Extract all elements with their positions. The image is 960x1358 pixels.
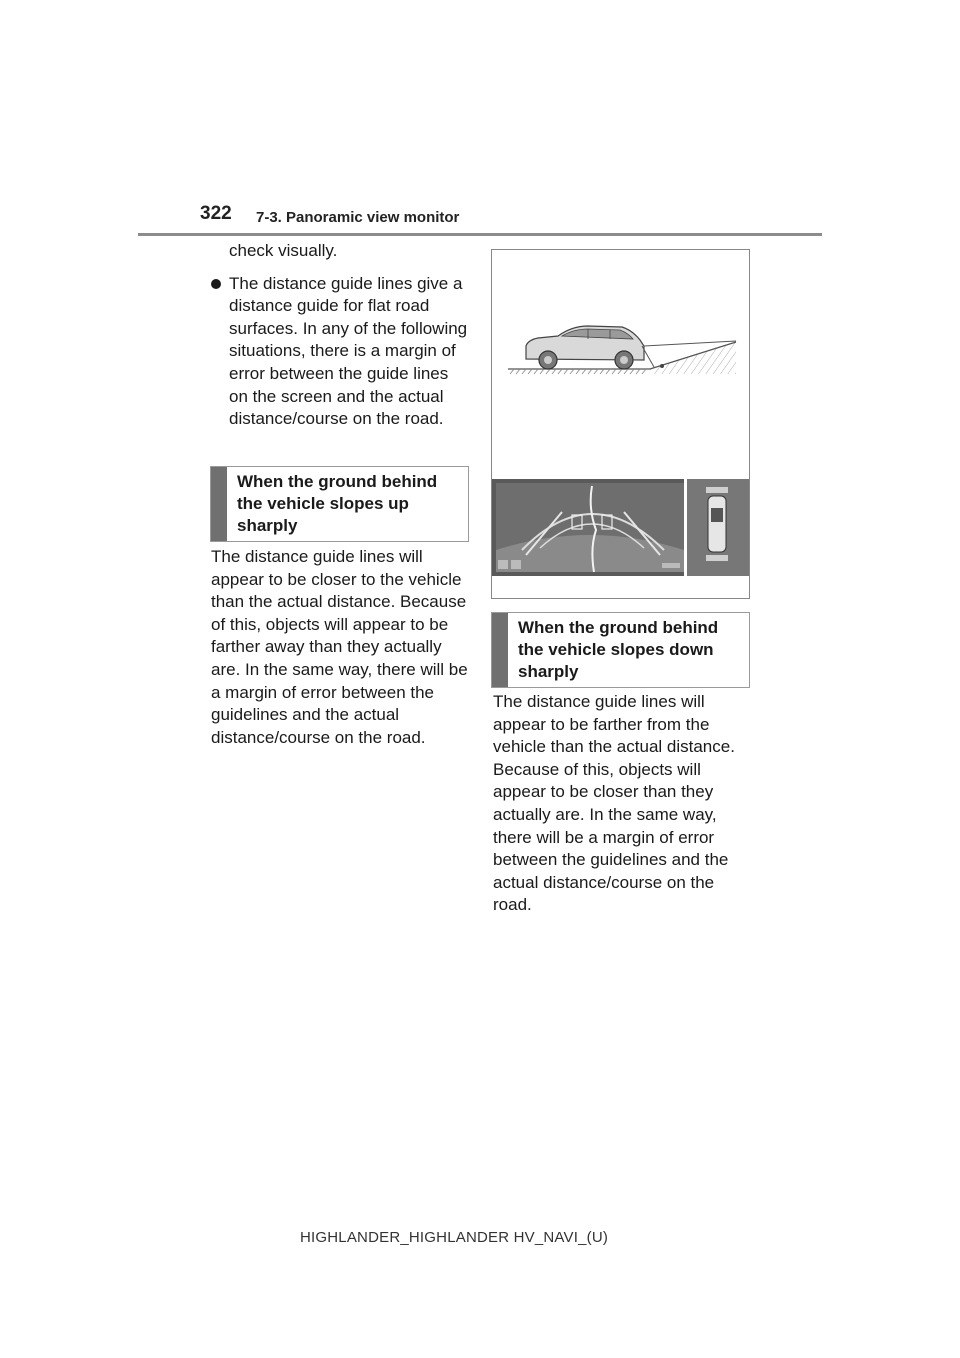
page-footer: HIGHLANDER_HIGHLANDER HV_NAVI_(U) [300,1229,609,1246]
left-column [211,240,471,431]
paragraph-slopes-up: The distance guide lines will appear to be closer to the vehicle than the actual distance. Because of this, objects will appear to be farther away than they actually are. In the same way, there will be a margin of error between the guidelines and the actual distance/course on the road. [211,547,468,747]
heading-accent-bar [211,467,227,541]
bullet-text: The distance guide lines give a distance guide for flat road surfaces. In any of the following situations, there is a margin of error between the guide lines on the screen and the actual distance/course on the road. [229,273,468,429]
bullet-icon [211,279,221,289]
slope-illustration [491,249,750,599]
continuation-text: check visually. [229,241,338,260]
camera-screen [492,479,749,576]
vehicle-slope-scene [508,326,736,374]
page-header [0,0,960,240]
heading-text: When the ground behind the vehicle slopes down sharply [518,618,719,681]
heading-text: When the ground behind the vehicle slopes up sharply [237,472,438,535]
heading-accent-bar [492,613,508,687]
bullet-item [211,273,471,431]
header-rule [138,233,822,236]
heading-slopes-up [210,466,469,542]
section-title: 7-3. Panoramic view monitor [256,209,460,226]
paragraph-slopes-down: The distance guide lines will appear to be farther from the vehicle than the actual distance. Because of this, objects will appear to be closer than they actually are. In the same way, there will be a margin of error between the guidelines and the actual distance/course on the road. [493,692,735,915]
heading-slopes-down [491,612,750,688]
page-number: 322 [200,203,232,224]
